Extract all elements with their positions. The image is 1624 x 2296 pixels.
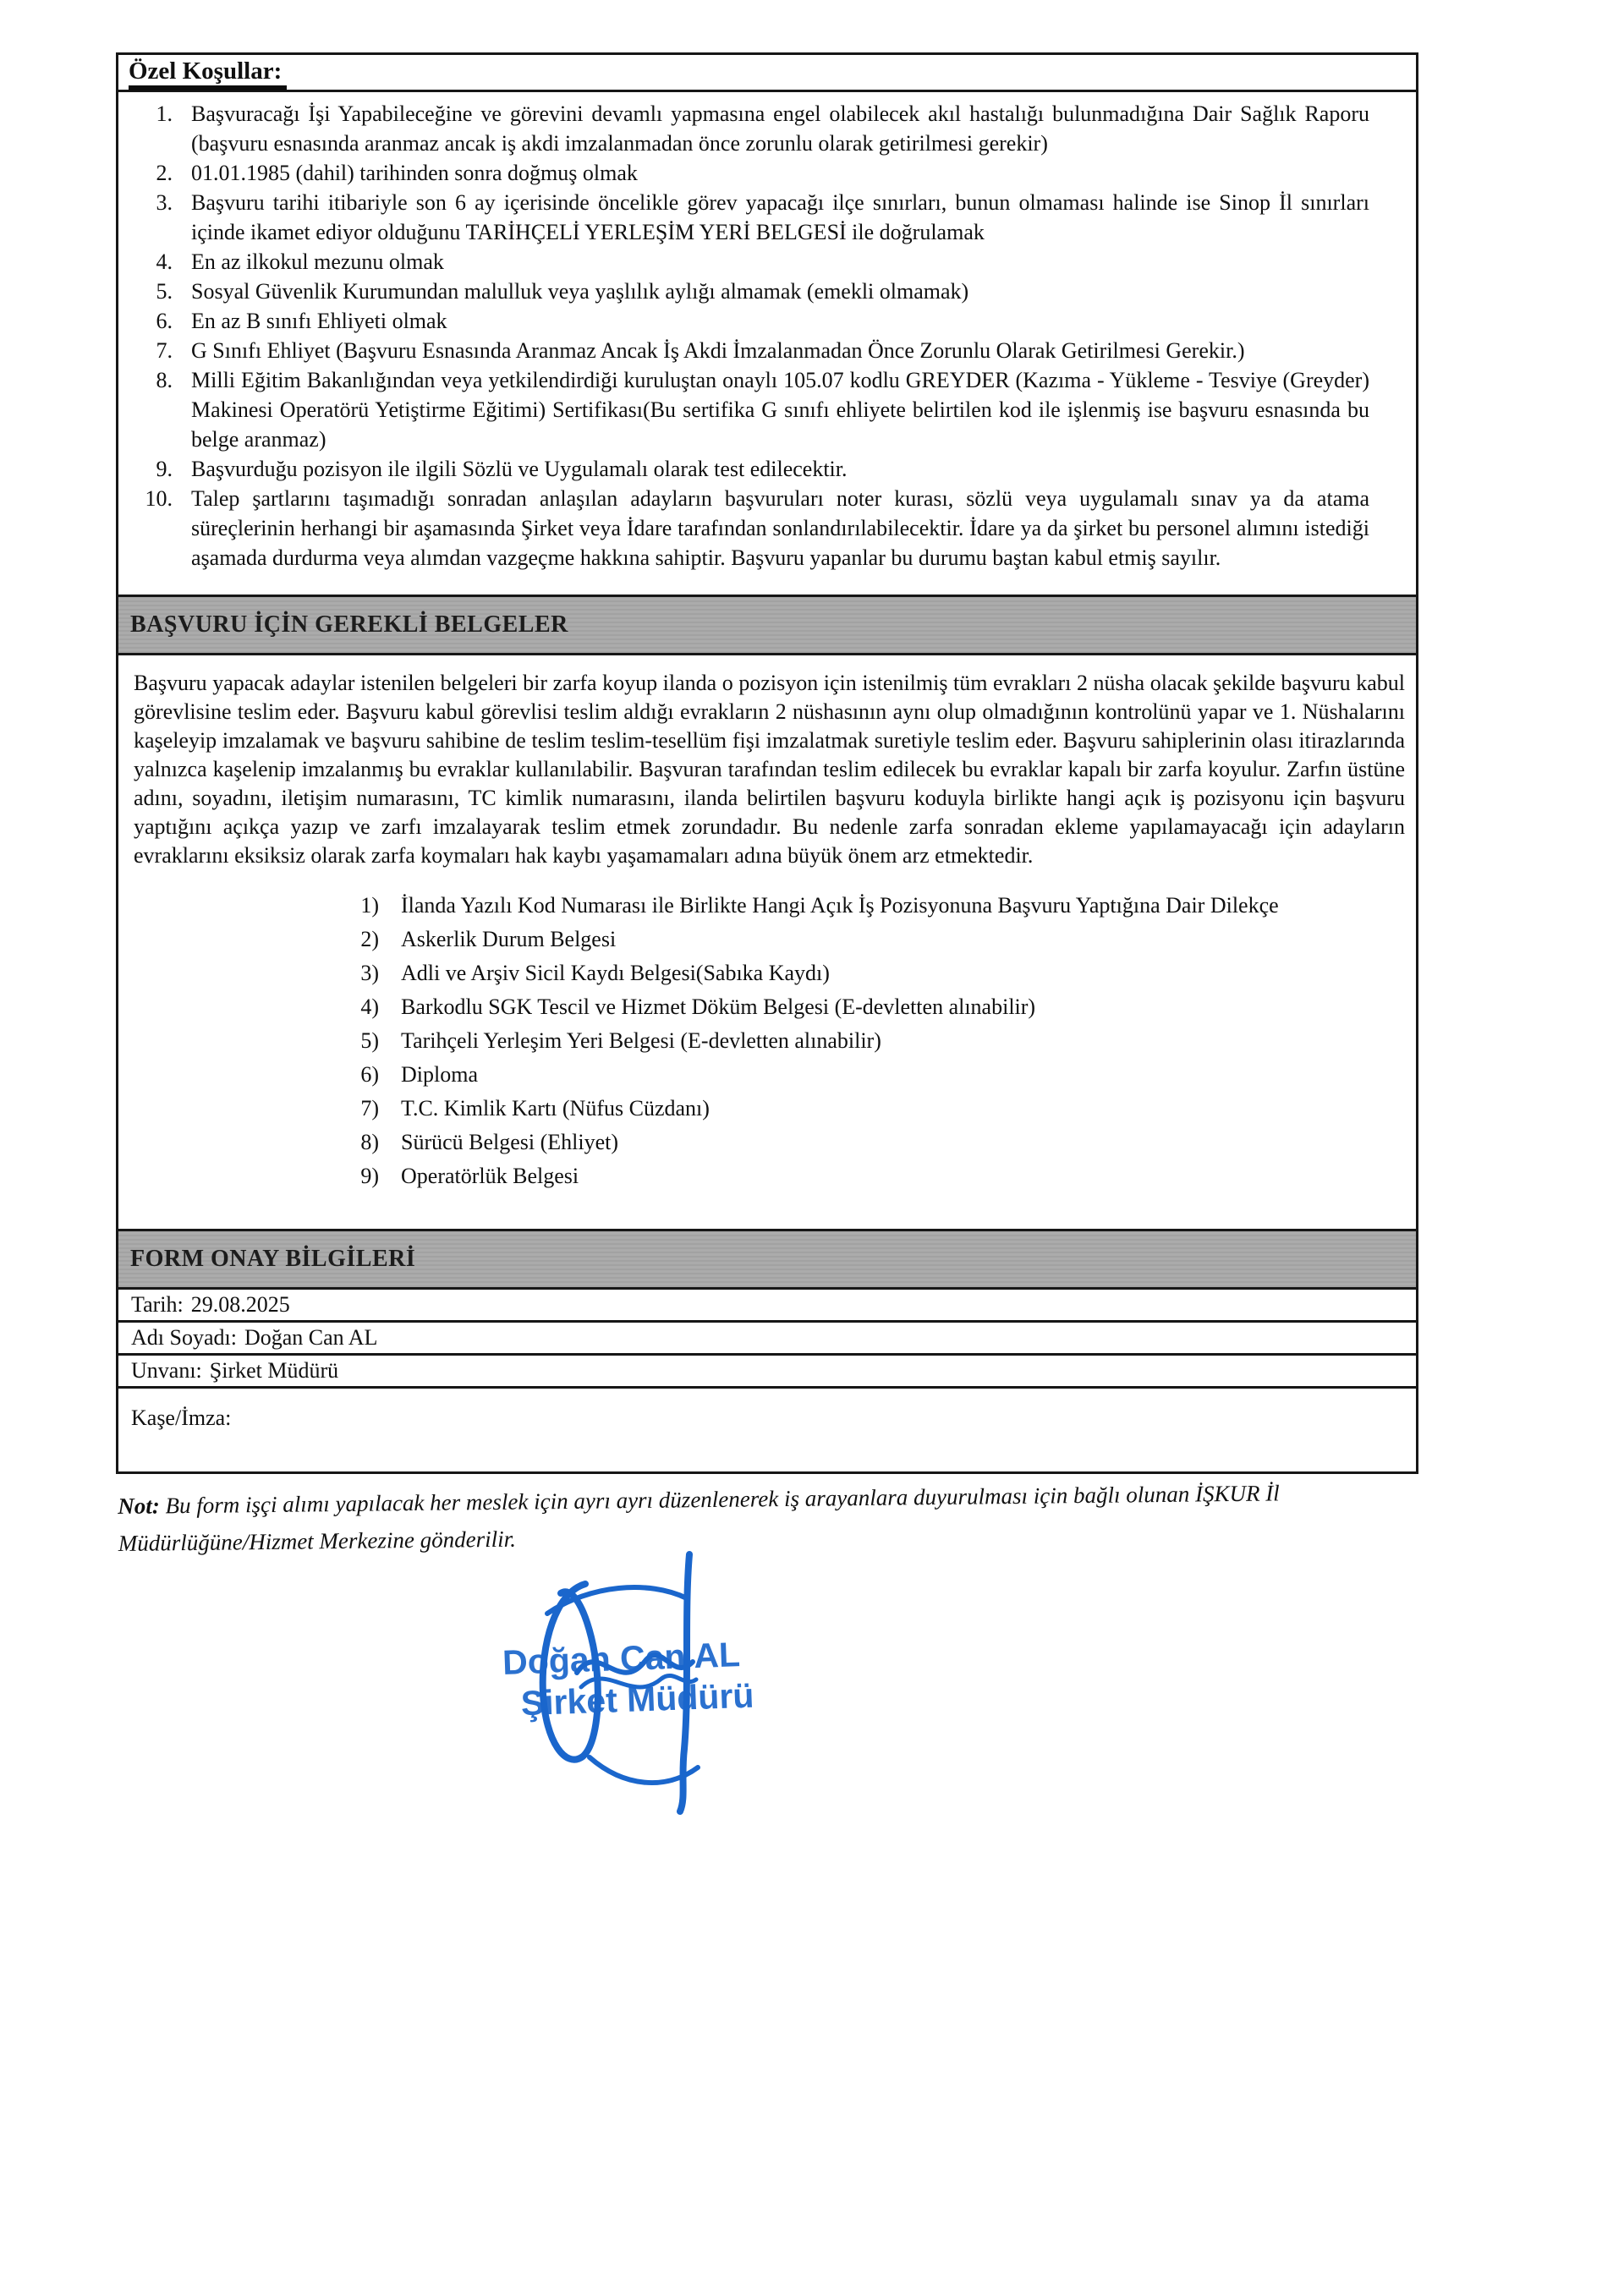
item-text: 01.01.1985 (dahil) tarihinden sonra doğmuş olmak <box>191 161 638 185</box>
section-ozel-kosullar-header <box>118 55 1416 92</box>
list-item <box>118 1126 1323 1159</box>
list-item <box>118 306 1369 336</box>
list-item <box>118 889 1323 923</box>
item-number: 8) <box>360 1130 379 1154</box>
item-text: Talep şartlarını taşımadığı sonradan anlaşılan adayların başvuruları noter kurası, sözlü veya uygulamalı sınav ya da atama süreçlerinin herhangi bir aşamasında Şirket veya İdare tarafından sonlandırılabilecektir. İdare ya da şirket bu personel alımını istediği aşamada durdurma veya alımdan vazgeçme hakkına sahiptir. Başvuru yapanlar bu durumu baştan kabul etmiş sayılır. <box>191 486 1369 570</box>
item-number: 1. <box>156 101 173 126</box>
list-item <box>118 1058 1323 1092</box>
item-number: 7. <box>156 338 173 363</box>
item-number: 5) <box>360 1028 379 1053</box>
list-item <box>118 1092 1323 1126</box>
ozel-kosullar-list <box>118 92 1416 595</box>
list-item <box>118 1024 1323 1058</box>
item-number: 8. <box>156 368 173 392</box>
item-text: En az B sınıfı Ehliyeti olmak <box>191 309 447 333</box>
item-number: 10. <box>145 486 173 511</box>
item-text: Askerlik Durum Belgesi <box>401 927 617 951</box>
item-text: Başvuru tarihi itibariyle son 6 ay içerisinde öncelikle görev yapacağı ilçe sınırları, bunun olmaması halinde ise Sinop İl sınırları içinde ikamet ediyor olduğunu TARİHÇELİ YERLEŞİM YERİ BELGESİ ile doğrulamak <box>191 190 1369 244</box>
list-item <box>118 336 1369 365</box>
section-gerekli-belgeler <box>118 655 1416 1229</box>
signature-stroke <box>590 1757 698 1783</box>
signature-stroke <box>581 1675 696 1687</box>
form-row-unvani <box>118 1356 1416 1389</box>
item-number: 3) <box>360 961 379 985</box>
note-text: Bu form işçi alımı yapılacak her meslek için ayrı ayrı düzenlenerek iş arayanlara duyurulması için bağlı olunan İŞKUR İl Müdürlüğüne/Hizmet Merkezine gönderilir. <box>118 1480 1280 1556</box>
form-table <box>116 52 1418 1474</box>
signature-stroke <box>680 1554 689 1811</box>
field-label: Kaşe/İmza: <box>131 1406 232 1430</box>
field-label: Tarih: <box>131 1292 184 1317</box>
item-text: Başvurduğu pozisyon ile ilgili Sözlü ve Uygulamalı olarak test edilecektir. <box>191 457 848 481</box>
form-row-kase-imza <box>118 1389 1416 1471</box>
footer-note <box>118 1472 1428 1562</box>
note-label: Not: <box>118 1493 160 1519</box>
section-header-form-onay: FORM ONAY BİLGİLERİ <box>118 1229 1416 1290</box>
signature-stamp <box>471 1546 776 1825</box>
item-number: 2) <box>360 927 379 951</box>
field-label: Adı Soyadı: <box>131 1325 237 1350</box>
item-text: Milli Eğitim Bakanlığından veya yetkilendirdiği kuruluştan onaylı 105.07 kodlu GREYDER (Kazıma - Yükleme - Tesviye (Greyder) Makinesi Operatörü Yetiştirme Eğitimi) Sertifikası(Bu sertifika G sınıfı ehliyete belirtilen kod ile işlenmiş ise başvuru esnasında bu belge aranmaz) <box>191 368 1369 452</box>
ozel-kosullar-title: Özel Koşullar: <box>129 58 287 90</box>
belgeler-paragraph: Başvuru yapacak adaylar istenilen belgeleri bir zarfa koyup ilanda o pozisyon için istenilmiş tüm evrakları 2 nüsha olacak şekilde başvuru kabul görevlisine teslim eder. Başvuru kabul görevlisi teslim aldığı evrakların 2 nüshasının aynı olup olmadığının kontrolünü yapar ve 1. Nüshalarını kaşeleyip imzalamak ve başvuru sahibine de teslim teslim-tesellüm fişi imzalatmak suretiyle teslim eder. Başvuru sahiplerinin olası itirazlarında yalnızca kaşelenip imzalanmış bu evraklar kullanılabilir. Başvuran tarafından teslim edilecek bu evraklar kapalı bir zarfa koyulur. Zarfın üstüne adını, soyadını, iletişim numarasını, TC kimlik numarasını, ilanda belirtilen başvuru koduyla birlikte hangi açık iş pozisyonu için başvuru yaptığını açıkça yazıp ve zarfı imzalayarak teslim etmek zorundadır. Bu nedenle zarfa sonradan ekleme yapılamayacağı için adayların evraklarını eksiksiz olarak zarfa koymaları hak kaybı yaşamamaları adına büyük önem arz etmektedir. <box>134 671 1405 868</box>
item-number: 9. <box>156 457 173 481</box>
list-item <box>118 158 1369 188</box>
list-item <box>118 454 1369 484</box>
item-text: Sosyal Güvenlik Kurumundan malulluk veya yaşlılık aylığı almamak (emekli olmamak) <box>191 279 969 304</box>
list-item <box>118 484 1369 573</box>
item-number: 2. <box>156 161 173 185</box>
item-text: Operatörlük Belgesi <box>401 1164 579 1188</box>
item-number: 1) <box>360 893 379 918</box>
section-header-gerekli-belgeler: BAŞVURU İÇİN GEREKLİ BELGELER <box>118 595 1416 655</box>
signature-stroke <box>547 1587 687 1614</box>
field-label: Unvanı: <box>131 1358 202 1383</box>
list-item <box>118 923 1323 956</box>
item-text: Adli ve Arşiv Sicil Kaydı Belgesi(Sabıka Kaydı) <box>401 961 830 985</box>
item-text: İlanda Yazılı Kod Numarası ile Birlikte Hangi Açık İş Pozisyonuna Başvuru Yaptığına Dair Dilekçe <box>401 893 1279 918</box>
item-text: Sürücü Belgesi (Ehliyet) <box>401 1130 619 1154</box>
field-value: Şirket Müdürü <box>209 1358 339 1383</box>
item-number: 6) <box>360 1062 379 1087</box>
list-item <box>118 277 1369 306</box>
field-value: Doğan Can AL <box>244 1325 378 1350</box>
list-item <box>118 990 1323 1024</box>
form-row-adi-soyadi <box>118 1323 1416 1356</box>
signature-icon <box>471 1546 776 1825</box>
list-item <box>118 188 1369 247</box>
field-value: 29.08.2025 <box>190 1292 290 1317</box>
form-onay-rows <box>118 1290 1416 1471</box>
document <box>116 52 1418 1723</box>
list-item <box>118 99 1369 158</box>
stamp-name: Doğan Can AL <box>502 1635 741 1682</box>
item-text: Barkodlu SGK Tescil ve Hizmet Döküm Belgesi (E-devletten alınabilir) <box>401 995 1036 1019</box>
item-number: 6. <box>156 309 173 333</box>
item-number: 5. <box>156 279 173 304</box>
item-text: Tarihçeli Yerleşim Yeri Belgesi (E-devletten alınabilir) <box>401 1028 881 1053</box>
list-item <box>118 247 1369 277</box>
signature-stroke <box>577 1655 693 1673</box>
belgeler-list <box>118 889 1416 1193</box>
item-text: Başvuracağı İşi Yapabileceğine ve görevini devamlı yapmasına engel olabilecek akıl hastalığı bulunmadığına Dair Sağlık Raporu (başvuru esnasında aranmaz ancak iş akdi imzalanmadan önce zorunlu olarak getirilmesi gerekir) <box>191 101 1369 156</box>
item-number: 3. <box>156 190 173 215</box>
item-text: En az ilkokul mezunu olmak <box>191 249 444 274</box>
item-number: 4. <box>156 249 173 274</box>
item-text: G Sınıfı Ehliyet (Başvuru Esnasında Aranmaz Ancak İş Akdi İmzalanmadan Önce Zorunlu Olarak Getirilmesi Gerekir.) <box>191 338 1245 363</box>
form-row-tarih <box>118 1290 1416 1323</box>
list-item <box>118 1159 1323 1193</box>
stamp-title: Şirket Müdürü <box>520 1675 755 1723</box>
item-text: Diploma <box>401 1062 478 1087</box>
item-number: 9) <box>360 1164 379 1188</box>
signature-stroke <box>543 1584 598 1760</box>
item-text: T.C. Kimlik Kartı (Nüfus Cüzdanı) <box>401 1096 710 1121</box>
item-number: 7) <box>360 1096 379 1121</box>
item-number: 4) <box>360 995 379 1019</box>
list-item <box>118 956 1323 990</box>
list-item <box>118 365 1369 454</box>
